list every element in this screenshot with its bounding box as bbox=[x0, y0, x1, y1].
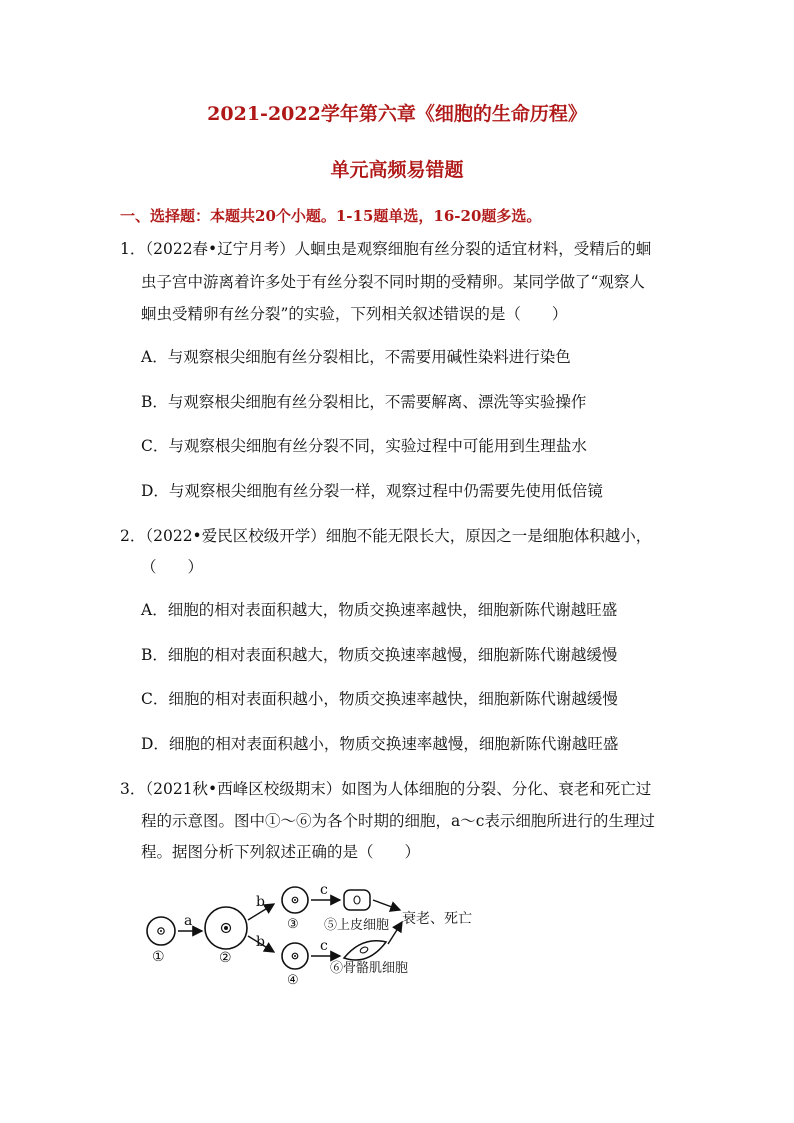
question-2-option-a: A．细胞的相对表面积越大，物质交换速率越快，细胞新陈代谢越旺盛 bbox=[141, 601, 618, 619]
arrow-a-label: a bbox=[184, 913, 193, 929]
cell-1-label: ① bbox=[152, 949, 165, 965]
question-2-option-d: D．细胞的相对表面积越小，物质交换速率越慢，细胞新陈代谢越旺盛 bbox=[141, 735, 619, 753]
arrow-to-outcome-top bbox=[373, 900, 400, 910]
question-1-option-c: C．与观察根尖细胞有丝分裂不同，实验过程中可能用到生理盐水 bbox=[141, 437, 587, 455]
cell-5-epithelial bbox=[344, 890, 370, 910]
section-heading: 一、选择题：本题共20个小题。1-15题单选，16-20题多选。 bbox=[120, 207, 542, 225]
question-3-line-1: 3．（2021秋•西峰区校级期末）如图为人体细胞的分裂、分化、衰老和死亡过 bbox=[120, 780, 652, 798]
question-1-line-1: 1．（2022春•辽宁月考）人蛔虫是观察细胞有丝分裂的适宜材料，受精后的蛔 bbox=[120, 240, 652, 258]
cell-2 bbox=[205, 907, 247, 949]
arrow-c-bottom-label: c bbox=[320, 938, 328, 954]
question-2-line-1: 2．（2022•爱民区校级开学）细胞不能无限长大，原因之一是细胞体积越小， bbox=[120, 527, 652, 545]
cell-4-label: ④ bbox=[287, 973, 299, 988]
cell-3 bbox=[282, 887, 308, 913]
question-1-line-3: 蛔虫受精卵有丝分裂”的实验，下列相关叙述错误的是（ ） bbox=[141, 305, 568, 323]
document-subtitle: 单元高频易错题 bbox=[330, 159, 464, 181]
arrow-b-top-label: b bbox=[256, 894, 265, 910]
arrow-b-bottom-label: b bbox=[256, 934, 265, 950]
arrow-to-outcome-bottom bbox=[388, 922, 402, 944]
question-1-line-2: 虫子宫中游离着许多处于有丝分裂不同时期的受精卵。某同学做了“观察人 bbox=[141, 273, 645, 291]
cell-1 bbox=[147, 917, 175, 945]
question-1-option-a: A．与观察根尖细胞有丝分裂相比，不需要用碱性染料进行染色 bbox=[141, 348, 571, 366]
question-2-option-b: B．细胞的相对表面积越大，物质交换速率越慢，细胞新陈代谢越缓慢 bbox=[141, 646, 618, 664]
question-3-line-2: 程的示意图。图中①～⑥为各个时期的细胞，a～c表示细胞所进行的生理过 bbox=[141, 812, 655, 830]
question-2-line-2: （ ） bbox=[141, 558, 204, 576]
question-2-option-c: C．细胞的相对表面积越小，物质交换速率越快，细胞新陈代谢越缓慢 bbox=[141, 690, 618, 708]
arrow-c-top-label: c bbox=[320, 882, 328, 898]
document-title: 2021-2022学年第六章《细胞的生命历程》 bbox=[207, 103, 587, 125]
question-1-option-b: B．与观察根尖细胞有丝分裂相比，不需要解离、漂洗等实验操作 bbox=[141, 393, 587, 411]
cell-6-skeletal-muscle bbox=[344, 941, 386, 960]
cell-6-label: ⑥骨骼肌细胞 bbox=[330, 961, 409, 976]
question-3-line-3: 程。据图分析下列叙述正确的是（ ） bbox=[141, 843, 421, 861]
cell-5-label: ⑤上皮细胞 bbox=[324, 918, 390, 933]
cell-4 bbox=[282, 943, 308, 969]
cell-2-label: ② bbox=[219, 950, 232, 966]
question-1-option-d: D．与观察根尖细胞有丝分裂一样，观察过程中仍需要先使用低倍镜 bbox=[141, 482, 603, 500]
outcome-label: 衰老、死亡 bbox=[402, 911, 472, 927]
cell-3-label: ③ bbox=[287, 917, 299, 932]
cell-lifecycle-diagram bbox=[140, 878, 490, 990]
